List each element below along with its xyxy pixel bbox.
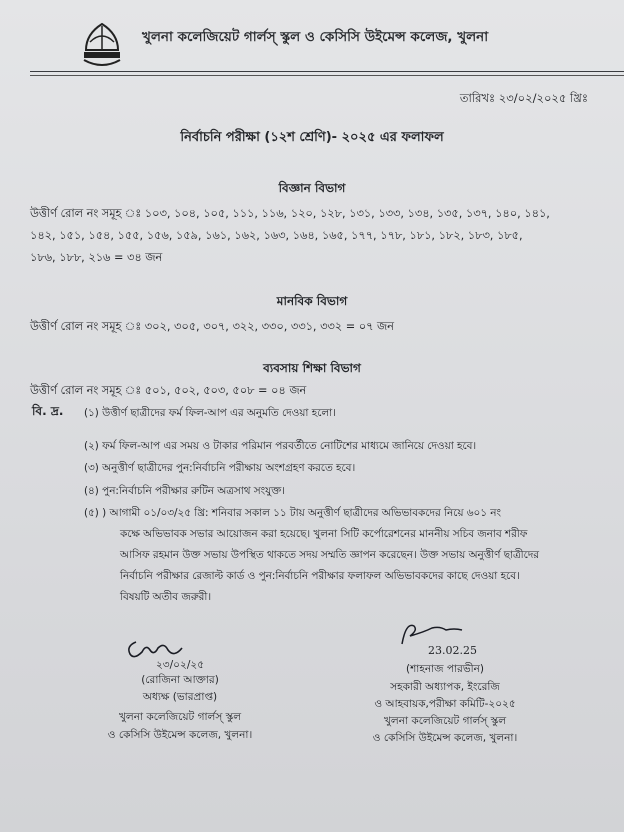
notice-date: তারিখঃ ২৩/০২/২০২৫ খ্রিঃ: [459, 91, 588, 105]
notice-title: নির্বাচনি পরীক্ষা (১২শ শ্রেণি)- ২০২৫ এর ফলাফল: [180, 130, 444, 145]
note-item-1: (১) উত্তীর্ণ ছাত্রীদের ফর্ম ফিল-আপ এর অনুমতি দেওয়া হলো।: [84, 407, 336, 419]
science-roll-line-2: ১৪২, ১৫১, ১৫৪, ১৫৫, ১৫৬, ১৫৯, ১৬১, ১৬২, ১৬৩, ১৬৪, ১৬৫, ১৭৭, ১৭৮, ১৮১, ১৮২, ১৮৩, ১৮৫,: [30, 229, 523, 242]
note-item-5: (৫) ) আগামী ০১/০৩/২৫ খ্রি: শনিবার সকাল ১১ টায় অনুত্তীর্ণ ছাত্রীদের অভিভাবকদের নিয়ে ৬০১ নং: [84, 507, 501, 519]
section-heading-business: ব্যবসায় শিক্ষা বিভাগ: [263, 361, 361, 375]
note-item-4: (৪) পুন:নির্বাচনি পরীক্ষার রুটিন অত্রসাথ সংযুক্ত।: [84, 485, 285, 497]
right-signatory-org-1: খুলনা কলেজিয়েট গার্লস্‌ স্কুল: [383, 715, 507, 727]
left-signatory-org-2: ও কেসিসি উইমেন্স কলেজ, খুলনা।: [107, 729, 253, 741]
institution-name: খুলনা কলেজিয়েট গার্লস্‌ স্কুল ও কেসিসি উইমেন্স কলেজ, খুলনা: [142, 29, 489, 45]
note-item-5-cont-1: কক্ষে অভিভাবক সভার আয়োজন করা হয়েছে। খুলনা সিটি কর্পোরেশনের মাননীয় সচিব জনাব শরীফ: [120, 528, 528, 540]
college-logo: [80, 20, 124, 72]
left-signature-date: ২৩/০২/২৫: [155, 659, 205, 671]
note-item-5-cont-2: আসিফ রহমান উক্ত সভায় উপস্থিত থাকতে সদয় সম্মতি জ্ঞাপন করেছেন। উক্ত সভায় অনুত্তীর্ণ ছাত্রীদের: [120, 549, 539, 561]
science-roll-line-3: ১৮৬, ১৮৮, ২১৬ = ৩৪ জন: [30, 251, 163, 264]
right-signatory-org-2: ও কেসিসি উইমেন্স কলেজ, খুলনা।: [372, 732, 518, 744]
header-divider-thin: [30, 75, 624, 76]
humanities-roll-line: উত্তীর্ণ রোল নং সমূহ ঃ ৩০২, ৩০৫, ৩০৭, ৩২২, ৩৩০, ৩৩১, ৩৩২ = ০৭ জন: [30, 320, 394, 333]
header-divider: [30, 71, 624, 72]
left-signatory-name: (রোজিনা আক্তার): [141, 674, 219, 686]
left-signatory-designation: অধ্যক্ষ (ভারপ্রাপ্ত): [142, 691, 218, 703]
note-item-5-cont-4: বিষয়টি অতীব জরুরী।: [120, 591, 212, 603]
left-signatory-org-1: খুলনা কলেজিয়েট গার্লস্‌ স্কুল: [118, 711, 242, 723]
note-item-3: (৩) অনুত্তীর্ণ ছাত্রীদের পুন:নির্বাচনি পরীক্ষায় অংশগ্রহণ করতে হবে।: [84, 462, 356, 474]
note-item-5-cont-3: নির্বাচনি পরীক্ষার রেজাল্ট কার্ড ও পুন:নির্বাচনি পরীক্ষার ফলাফল অভিভাবকদের কাছে দেওয়া হবে।: [120, 570, 520, 582]
right-signature-date: 23.02.25: [428, 644, 477, 657]
section-heading-humanities: মানবিক বিভাগ: [276, 294, 348, 308]
science-roll-line-1: উত্তীর্ণ রোল নং সমূহ ঃ ১০৩, ১০৪, ১০৫, ১১১, ১১৬, ১২০, ১২৮, ১৩১, ১৩৩, ১৩৪, ১৩৫, ১৩৭, ১৪০, ১৪১,: [30, 207, 550, 220]
right-signatory-designation-2: ও আহবায়ক,পরীক্ষা কমিটি-২০২৫: [374, 698, 516, 710]
section-heading-science: বিজ্ঞান বিভাগ: [278, 181, 346, 195]
right-signatory-name: (শাহনাজ পারভীন): [405, 663, 485, 675]
note-item-2: (২) ফর্ম ফিল-আপ এর সময় ও টাকার পরিমান পরবর্তীতে নোটিশের মাধ্যমে জানিয়ে দেওয়া হবে।: [84, 440, 477, 452]
right-signatory-designation-1: সহকারী অধ্যাপক, ইংরেজি: [390, 681, 500, 693]
business-roll-line: উত্তীর্ণ রোল নং সমূহ ঃ ৫০১, ৫০২, ৫০৩, ৫০৮ = ০৪ জন: [30, 384, 307, 397]
notes-label: বি. দ্র.: [32, 404, 64, 418]
